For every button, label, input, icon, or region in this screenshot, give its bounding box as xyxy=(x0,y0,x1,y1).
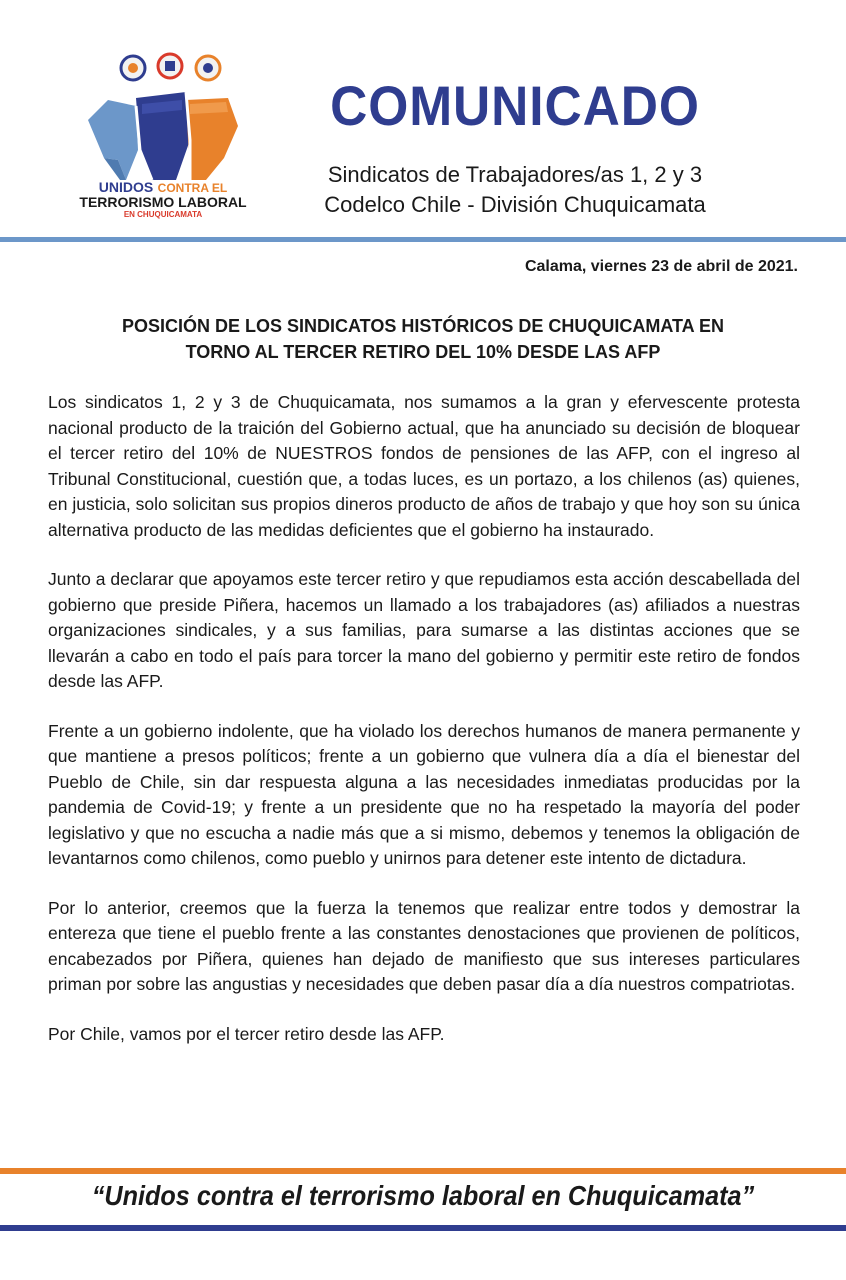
heading-line-2: TORNO AL TERCER RETIRO DEL 10% DESDE LAS AFP xyxy=(185,342,661,362)
paragraph-1: Los sindicatos 1, 2 y 3 de Chuquicamata, nos sumamos a la gran y efervescente protesta nacional producto de la traición del Gobierno actual, que ha anunciado su decisión de bloquear el tercer retiro del 10% de NUESTROS fondos de pensiones de las AFP, con el ingreso al Tribunal Constitucional, cuestión que, a todas luces, es un portazo, a los chilenos (as) quienes, en justicia, solo solicitan sus propios dineros producto de años de trabajo y que hoy son su única alternativa producto de las medidas deficientes que el gobierno ha instaurado. xyxy=(48,392,800,540)
logo-text-chuquicamata: EN CHUQUICAMATA xyxy=(123,210,203,219)
logo-text-contra: CONTRA EL xyxy=(157,181,228,195)
document-date: Calama, viernes 23 de abril de 2021. xyxy=(524,258,798,275)
footer-quote: “Unidos contra el terrorismo laboral en Chuquicamata” xyxy=(91,1180,755,1211)
subtitle-line-2: Codelco Chile - División Chuquicamata xyxy=(324,192,706,217)
logo-text-unidos: UNIDOS xyxy=(98,179,154,195)
page-title: COMUNICADO xyxy=(330,74,700,137)
paragraph-3: Frente a un gobierno indolente, que ha violado los derechos humanos de manera permanente y que mantiene a presos políticos; frente a un gobierno que vulnera día a día el bienestar del Pueblo de Chile, sin dar respuesta alguna a las necesidades inmediatas producidas por la pandemia de Covid-19; y frente a un presidente que no ha respetado la mayoría del poder legislativo y que no escucha a nadie más que a si mismo, debemos y tenemos la obligación de levantarnos como chilenos, como pueblo y unirnos para detener este intento de dictadura. xyxy=(48,720,800,868)
document-body xyxy=(48,390,800,1071)
heading-line-1: POSICIÓN DE LOS SINDICATOS HISTÓRICOS DE CHUQUICAMATA EN xyxy=(121,316,725,336)
subtitle-line-1: Sindicatos de Trabajadores/as 1, 2 y 3 xyxy=(327,162,703,187)
page-subtitle xyxy=(280,160,750,220)
document-heading xyxy=(46,313,800,365)
header-divider xyxy=(0,237,846,242)
footer-divider-navy xyxy=(0,1225,846,1231)
paragraph-2: Junto a declarar que apoyamos este tercer retiro y que repudiamos esta acción descabellada del gobierno que preside Piñera, hacemos un llamado a los trabajadores (as) afiliados a nuestras organizaciones sindicales, y a sus familias, para sumarse a las distintas acciones que se llevarán a cabo en todo el país para torcer la mano del gobierno y permitir este retiro de fondos desde las AFP. xyxy=(48,569,800,691)
union-emblems-icon xyxy=(121,54,220,80)
footer-divider-orange xyxy=(0,1168,846,1174)
logo-text-terrorismo: TERRORISMO LABORAL xyxy=(79,194,247,210)
paragraph-4: Por lo anterior, creemos que la fuerza la tenemos que realizar entre todos y demostrar la entereza que tiene el pueblo frente a las constantes denostaciones que provienen de políticos, encabezados por Piñera, quienes han dejado de manifiesto que sus intereses particulares priman por sobre las angustias y necesidades que deben pasar día a día nuestros compatriotas. xyxy=(48,897,800,994)
union-logo xyxy=(78,40,248,230)
paragraph-5: Por Chile, vamos por el tercer retiro desde las AFP. xyxy=(48,1023,445,1044)
